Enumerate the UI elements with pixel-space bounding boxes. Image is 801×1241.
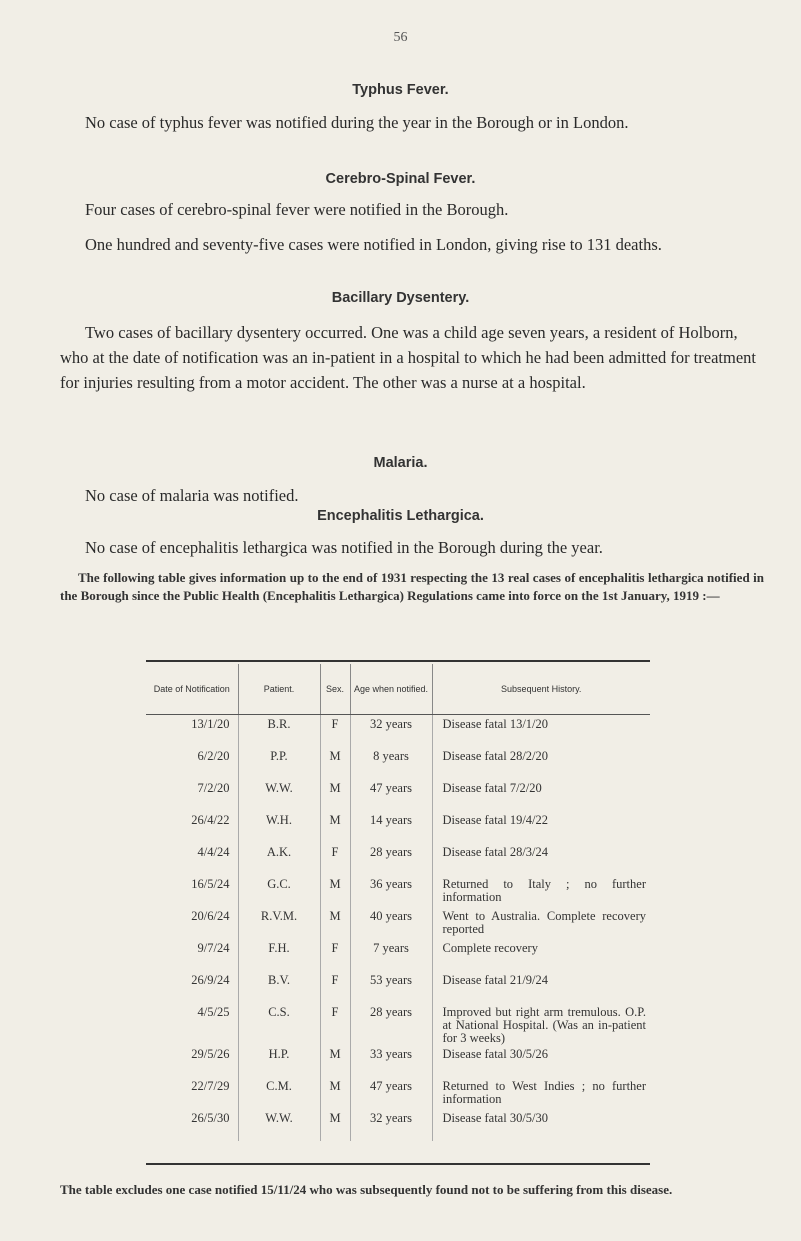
cerebro-paragraph-1: Four cases of cerebro-spinal fever were notified in the Borough. (85, 200, 509, 219)
cell-sex: M (320, 779, 350, 811)
cerebro-paragraph-2: One hundred and seventy-five cases were notified in London, giving rise to 131 deaths. (85, 235, 662, 254)
cell-date: 13/1/20 (146, 715, 238, 748)
table-row (146, 747, 650, 779)
cell-patient: H.P. (238, 1045, 320, 1077)
table-row (146, 811, 650, 843)
cell-history: Disease fatal 7/2/20 (442, 781, 542, 795)
header-sex: Sex. (320, 664, 350, 715)
cell-date: 29/5/26 (146, 1045, 238, 1077)
cell-age: 33 years (350, 1045, 432, 1077)
cell-date: 7/2/20 (146, 779, 238, 811)
table-row (146, 779, 650, 811)
cell-history: Disease fatal 30/5/26 (442, 1047, 549, 1061)
cell-age: 14 years (350, 811, 432, 843)
table-row (146, 1077, 650, 1109)
cell-date: 9/7/24 (146, 939, 238, 971)
table-row (146, 907, 650, 939)
cell-history: Returned to Italy ; no further information (442, 877, 646, 904)
cell-date: 26/4/22 (146, 811, 238, 843)
table-row (146, 971, 650, 1003)
cell-sex: F (320, 715, 350, 748)
encephalitis-heading: Encephalitis Lethargica. (317, 508, 484, 524)
header-date: Date of Notification (146, 664, 238, 715)
cell-sex: F (320, 843, 350, 875)
cell-history: Disease fatal 28/3/24 (442, 845, 549, 859)
cell-patient: W.W. (238, 779, 320, 811)
table-header-row (146, 664, 650, 715)
table-footnote: The table excludes one case notified 15/11/24 who was subsequently found not to be suffering from this disease. (60, 1182, 673, 1197)
cell-history: Disease fatal 30/5/30 (442, 1111, 549, 1125)
cell-age: 32 years (350, 1109, 432, 1141)
encephalitis-paragraph: No case of encephalitis lethargica was notified in the Borough during the year. (85, 538, 603, 557)
dysentery-heading: Bacillary Dysentery. (331, 290, 470, 306)
cell-patient: F.H. (238, 939, 320, 971)
table-row (146, 1003, 650, 1045)
cell-history: Disease fatal 28/2/20 (442, 749, 549, 763)
cell-sex: M (320, 907, 350, 939)
cell-patient: W.W. (238, 1109, 320, 1141)
table-row (146, 875, 650, 907)
cell-history: Improved but right arm tremulous. O.P. at National Hospital. (Was an in-patient for 3 weeks) (442, 1005, 646, 1045)
cell-patient: G.C. (238, 875, 320, 907)
cell-patient: R.V.M. (238, 907, 320, 939)
table-top-rule (146, 660, 650, 662)
cell-patient: B.R. (238, 715, 320, 748)
cell-age: 47 years (350, 1077, 432, 1109)
typhus-heading: Typhus Fever. (352, 82, 449, 98)
cell-sex: M (320, 875, 350, 907)
cell-age: 8 years (350, 747, 432, 779)
table-intro: The following table gives information up to the end of 1931 respecting the 13 real cases of encephalitis lethargica notified in the Borough since the Public Health (Encephalitis Lethargica) Regulations came into force on the 1st January, 1919 :— (60, 570, 764, 603)
cell-age: 28 years (350, 843, 432, 875)
cell-date: 4/5/25 (146, 1003, 238, 1045)
cell-age: 36 years (350, 875, 432, 907)
cell-date: 26/5/30 (146, 1109, 238, 1141)
cell-date: 20/6/24 (146, 907, 238, 939)
table-row (146, 843, 650, 875)
cell-sex: F (320, 1003, 350, 1045)
table-row (146, 1109, 650, 1141)
cell-history: Disease fatal 13/1/20 (442, 717, 549, 731)
header-history: Subsequent History. (432, 664, 650, 715)
cell-age: 40 years (350, 907, 432, 939)
cell-sex: M (320, 1077, 350, 1109)
cell-age: 28 years (350, 1003, 432, 1045)
typhus-paragraph: No case of typhus fever was notified during the year in the Borough or in London. (85, 113, 629, 132)
cell-age: 47 years (350, 779, 432, 811)
cell-history: Complete recovery (442, 941, 538, 955)
cell-sex: M (320, 747, 350, 779)
cell-history: Went to Australia. Complete recovery reported (442, 909, 646, 936)
table-row (146, 715, 650, 748)
cell-age: 7 years (350, 939, 432, 971)
page-number: 56 (393, 30, 408, 45)
header-age: Age when notified. (350, 664, 432, 715)
cell-date: 4/4/24 (146, 843, 238, 875)
cell-patient: C.M. (238, 1077, 320, 1109)
cell-history: Disease fatal 21/9/24 (442, 973, 549, 987)
cell-date: 22/7/29 (146, 1077, 238, 1109)
cell-patient: B.V. (238, 971, 320, 1003)
malaria-heading: Malaria. (373, 455, 428, 471)
table-bottom-rule (146, 1163, 650, 1165)
dysentery-paragraph: Two cases of bacillary dysentery occurred. One was a child age seven years, a resident of Holborn, who at the date of notification was an in-patient in a hospital to which he had been admitted for treatment for injuries resulting from a motor accident. The other was a nurse at a hospital. (60, 323, 756, 392)
cell-sex: F (320, 971, 350, 1003)
cell-age: 32 years (350, 715, 432, 748)
cell-sex: F (320, 939, 350, 971)
cell-sex: M (320, 1109, 350, 1141)
cell-date: 26/9/24 (146, 971, 238, 1003)
cell-sex: M (320, 1045, 350, 1077)
cell-patient: P.P. (238, 747, 320, 779)
cell-patient: A.K. (238, 843, 320, 875)
cell-history: Returned to West Indies ; no further information (442, 1079, 646, 1106)
table-row (146, 1045, 650, 1077)
cell-age: 53 years (350, 971, 432, 1003)
cell-patient: C.S. (238, 1003, 320, 1045)
header-patient: Patient. (238, 664, 320, 715)
cell-date: 16/5/24 (146, 875, 238, 907)
cell-history: Disease fatal 19/4/22 (442, 813, 549, 827)
encephalitis-cases-table (146, 664, 650, 1141)
cell-patient: W.H. (238, 811, 320, 843)
malaria-paragraph: No case of malaria was notified. (85, 486, 299, 505)
table-row (146, 939, 650, 971)
cell-date: 6/2/20 (146, 747, 238, 779)
cerebro-heading: Cerebro-Spinal Fever. (325, 171, 476, 187)
cell-sex: M (320, 811, 350, 843)
